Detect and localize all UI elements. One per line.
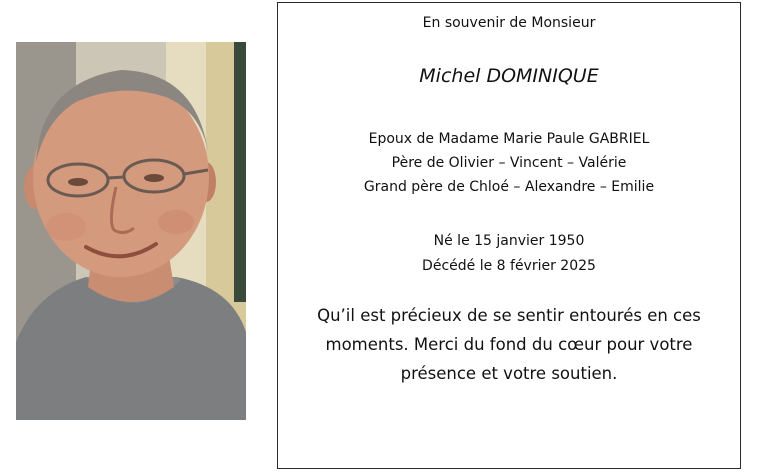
- thank-you-message: [278, 301, 740, 388]
- message-line-3: présence et votre soutien.: [400, 364, 618, 383]
- deceased-name: Michel DOMINIQUE: [419, 65, 599, 87]
- portrait-photo: [16, 42, 246, 420]
- family-line-grandchildren: Grand père de Chloé – Alexandre – Emilie: [363, 179, 655, 195]
- family-line-children: Père de Olivier – Vincent – Valérie: [391, 155, 627, 171]
- birth-date: Né le 15 janvier 1950: [433, 233, 585, 249]
- family-line-spouse: Epoux de Madame Marie Paule GABRIEL: [368, 131, 650, 147]
- life-dates: [278, 229, 740, 279]
- family-list: [278, 127, 740, 199]
- message-line-2: moments. Merci du fond du cœur pour votre: [325, 335, 693, 354]
- death-date: Décédé le 8 février 2025: [422, 258, 596, 274]
- memorial-card: [277, 2, 741, 469]
- message-line-1: Qu’il est précieux de se sentir entourés en ces: [317, 306, 701, 325]
- intro-text: En souvenir de Monsieur: [422, 15, 596, 31]
